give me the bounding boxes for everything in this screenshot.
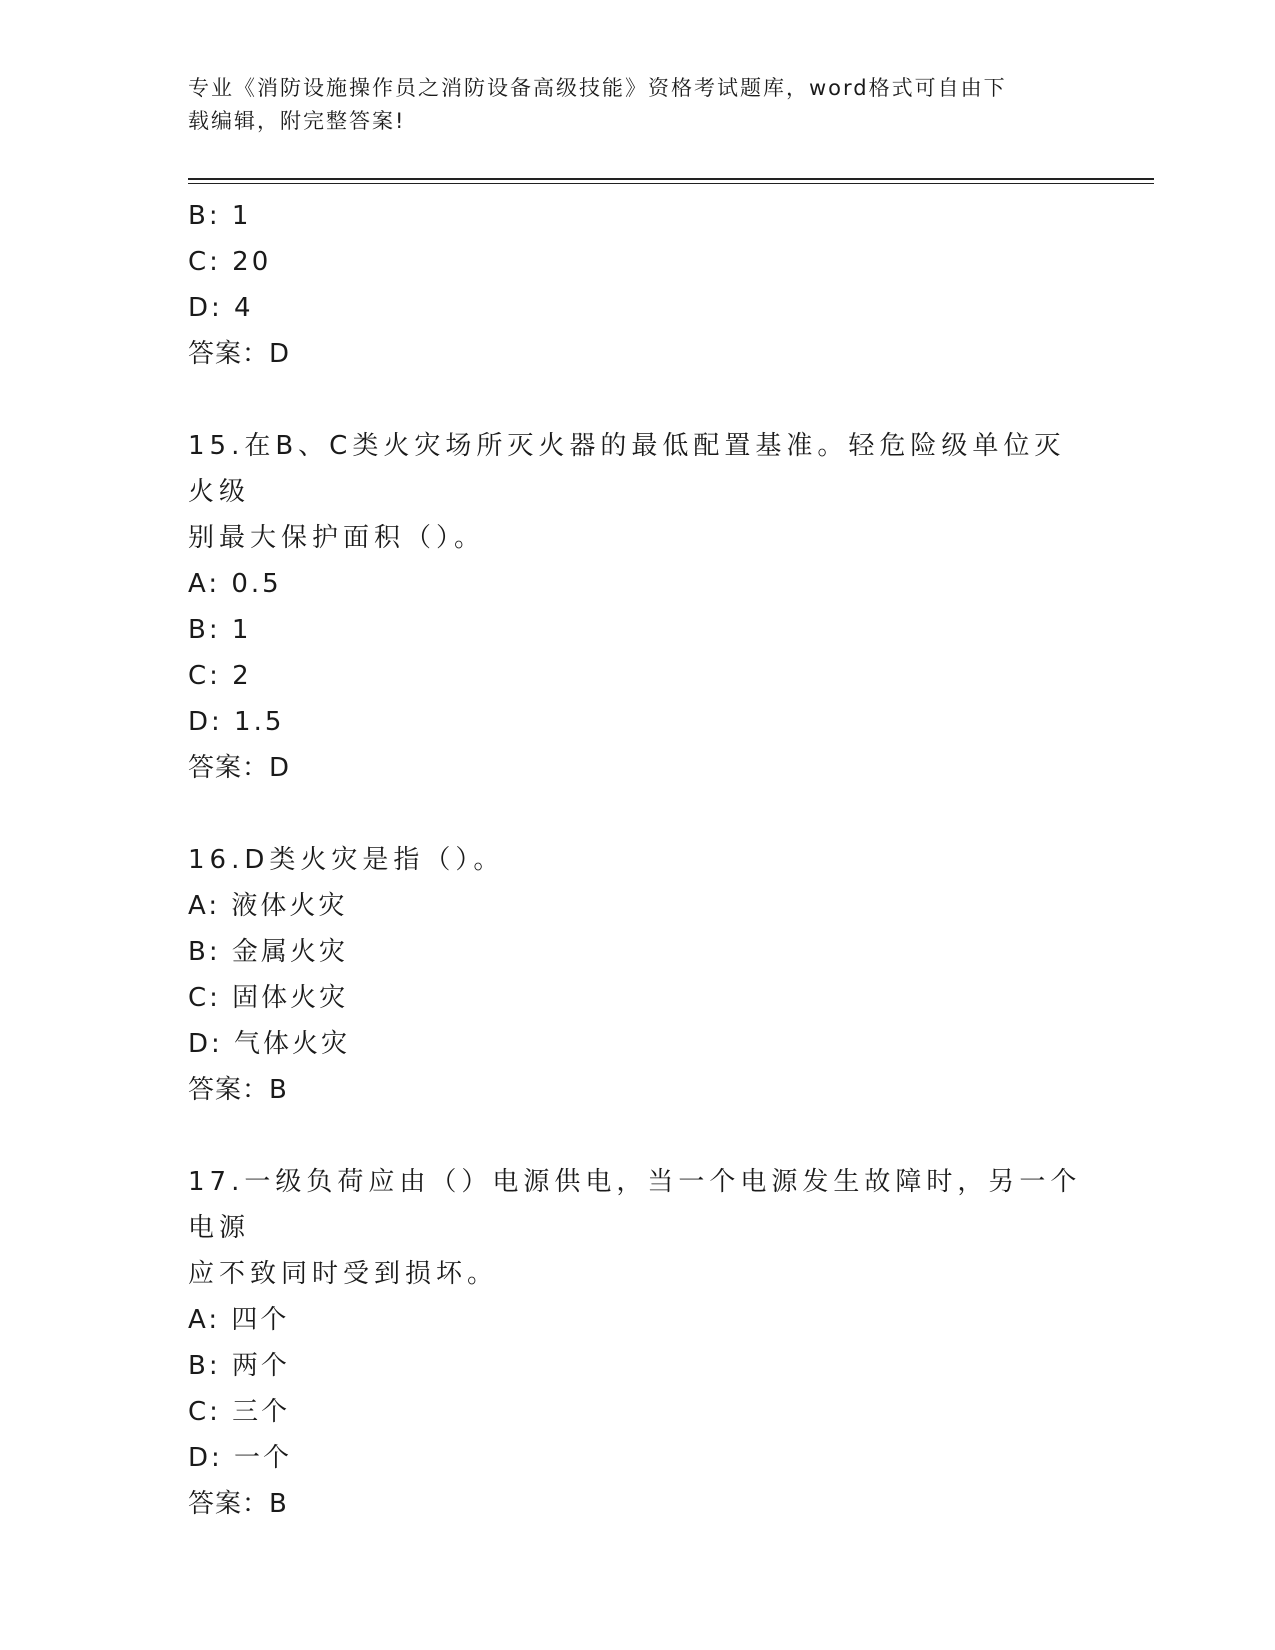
- question-text-line-1: 15.在B、C类火灾场所灭火器的最低配置基准。轻危险级单位灭火级: [188, 431, 1066, 507]
- option-c: C: 固体火灾: [188, 983, 349, 1013]
- answer-line: 答案：D: [188, 753, 291, 783]
- option-a: A: 四个: [188, 1305, 290, 1335]
- question-16: [188, 837, 1088, 1113]
- header-line-2: 载编辑，附完整答案!: [188, 109, 406, 133]
- spacer: [188, 791, 1088, 837]
- option-d: D: 4: [188, 293, 254, 323]
- answer-line: 答案：B: [188, 1075, 288, 1105]
- option-c: C: 20: [188, 247, 272, 277]
- question-text-line-2: 别最大保护面积（）。: [188, 523, 486, 553]
- option-b: B: 两个: [188, 1351, 290, 1381]
- header-line-1: 专业《消防设施操作员之消防设备高级技能》资格考试题库，word格式可自由下: [188, 76, 1007, 100]
- answer-line: 答案：B: [188, 1489, 288, 1519]
- option-b: B: 1: [188, 615, 252, 645]
- option-c: C: 三个: [188, 1397, 291, 1427]
- question-text-line-1: 17.一级负荷应由（）电源供电，当一个电源发生故障时，另一个电源: [188, 1167, 1082, 1243]
- spacer: [188, 377, 1088, 423]
- question-text-line-1: 16.D类火灾是指（）。: [188, 845, 505, 875]
- option-d: D: 气体火灾: [188, 1029, 351, 1059]
- question-17: [188, 1159, 1088, 1527]
- option-a: A: 0.5: [188, 569, 282, 599]
- header-divider-thick: [188, 178, 1154, 180]
- option-b: B: 金属火灾: [188, 937, 348, 967]
- answer-line: 答案：D: [188, 339, 291, 369]
- option-a: A: 液体火灾: [188, 891, 348, 921]
- option-c: C: 2: [188, 661, 252, 691]
- option-d: D: 1.5: [188, 707, 285, 737]
- question-continued: [188, 193, 1088, 377]
- question-list: [188, 193, 1088, 1527]
- option-d: D: 一个: [188, 1443, 293, 1473]
- header-divider-thin: [188, 183, 1154, 184]
- question-15: [188, 423, 1088, 791]
- question-text-line-2: 应不致同时受到损坏。: [188, 1259, 499, 1289]
- option-b: B: 1: [188, 201, 252, 231]
- document-header: [188, 72, 1088, 138]
- spacer: [188, 1113, 1088, 1159]
